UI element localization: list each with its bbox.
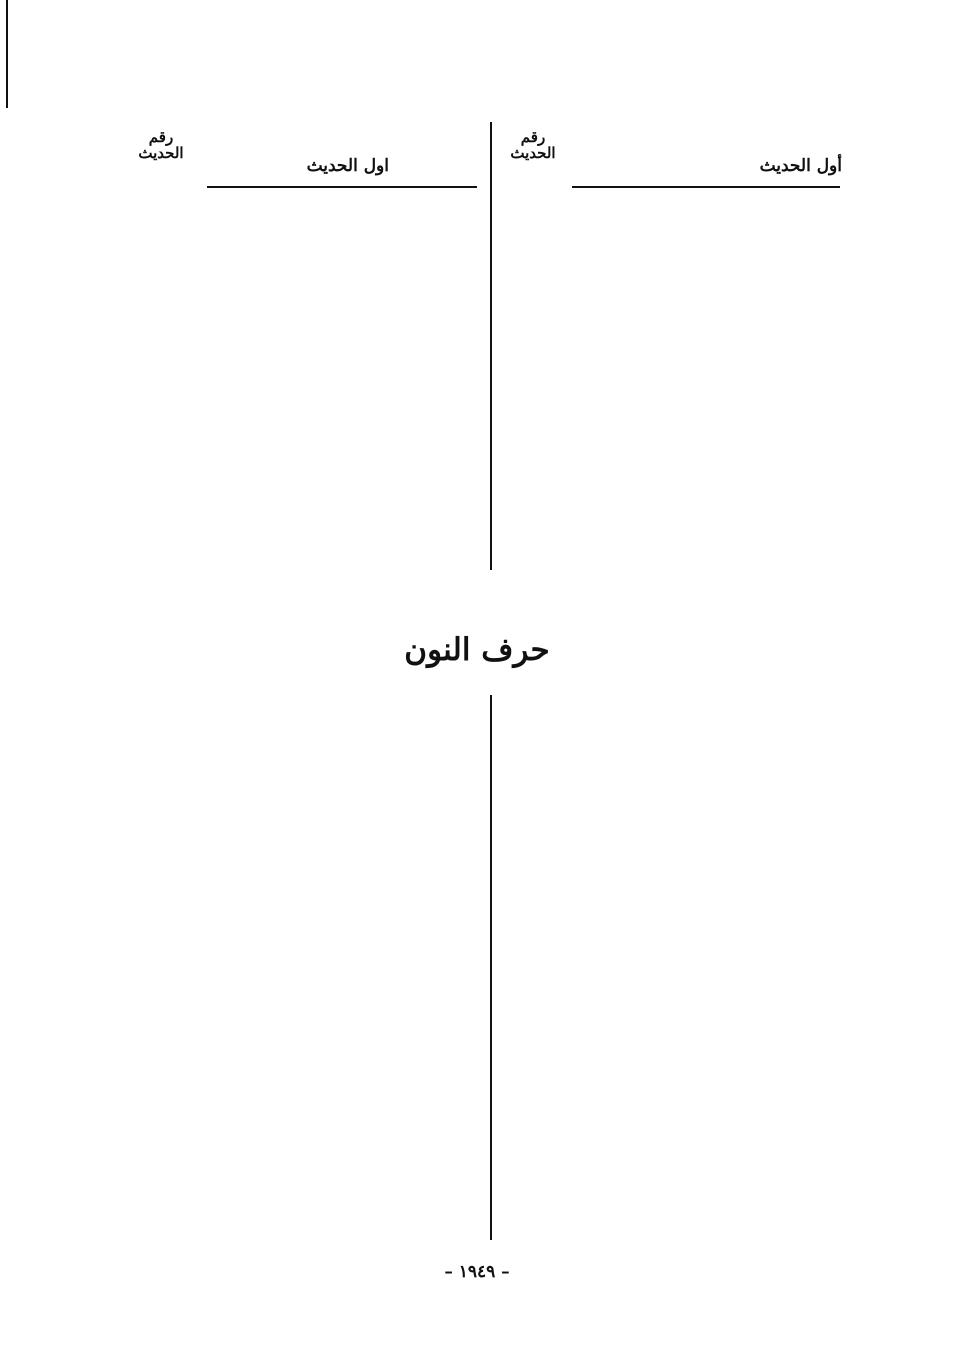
header-first-hadith-left: اول الحديث: [306, 156, 389, 176]
header-number-line1: رقم: [520, 128, 546, 146]
page-number: – ١٩٤٩ –: [444, 1262, 510, 1282]
column-divider-bottom: [490, 695, 492, 1240]
header-number-line2: الحديث: [510, 143, 556, 162]
header-underline-left: [207, 186, 477, 188]
header-number-left: [131, 130, 191, 162]
header-first-hadith-right: أول الحديث: [759, 156, 842, 176]
header-number-right: [503, 130, 563, 162]
page-edge-line: [6, 0, 8, 108]
column-divider-top: [490, 122, 492, 570]
header-number-line1: رقم: [148, 128, 174, 146]
section-title: حرف النون: [404, 632, 550, 668]
header-underline-right: [572, 186, 840, 188]
header-number-line2: الحديث: [138, 143, 184, 162]
